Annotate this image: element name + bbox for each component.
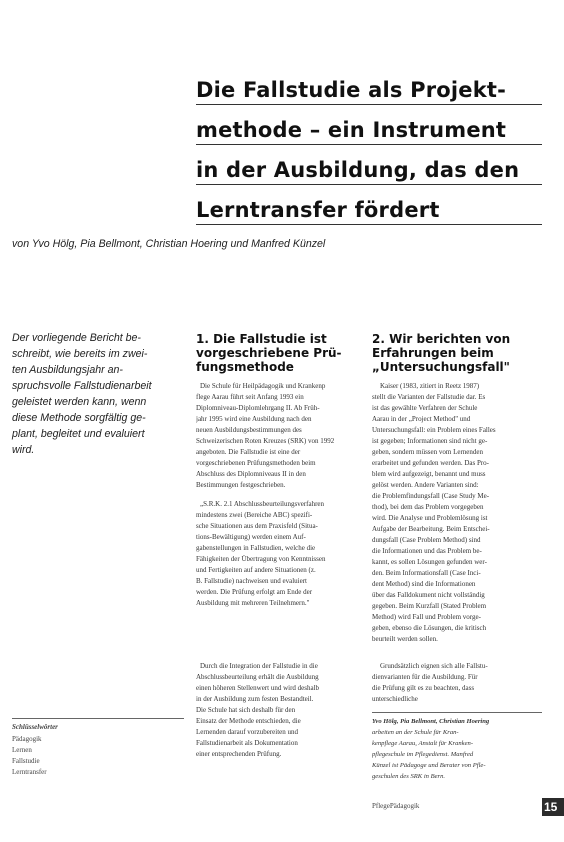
- body-line: thod), bei dem das Problem vorgegeben: [372, 503, 484, 511]
- body-line: B. Fallstudie) nachweisen und evaluiert: [196, 577, 307, 585]
- body-line: „S.R.K. 2.1 Abschlussbeurteilungsverfahren: [200, 500, 325, 508]
- keyword: Lernen: [12, 746, 32, 754]
- title-rule-4: [196, 224, 542, 225]
- body-line: blem wird aufgezeigt, benannt und muss: [372, 470, 486, 478]
- body-line: kannt, es sollen Lösungen gefunden wer-: [372, 558, 487, 566]
- heading-line: 2. Wir berichten von: [372, 332, 511, 346]
- body-line: die Informationen und das Problem be-: [372, 547, 482, 555]
- body-line: Aarau in der „Project Method" und: [372, 415, 471, 423]
- body-line: Method) wird Fall und Problem vorge-: [372, 613, 481, 621]
- body-line: Grundsätzlich eignen sich alle Fallstu-: [380, 662, 488, 670]
- body-line: den. Beim Informationsfall (Case Inci-: [372, 569, 481, 577]
- body-line: Fallstudienarbeit als Dokumentation: [196, 739, 298, 747]
- body-line: wird. Die Analyse und Problemlösung ist: [372, 514, 488, 522]
- heading-line: vorgeschriebene Prü-: [196, 346, 342, 360]
- body-line: die Prüfung gilt es zu beachten, dass: [372, 684, 475, 692]
- body-line: sche Situationen aus dem Praxisfeld (Situa-: [196, 522, 318, 530]
- body-line: geben, sondern müssen vom Lernenden: [372, 448, 483, 456]
- body-line: einer entsprechenden Prüfung.: [196, 750, 282, 758]
- body-line: über das Falldokument nicht vollständig: [372, 591, 485, 599]
- keywords-rule: [12, 718, 184, 719]
- title-rule-1: [196, 104, 542, 105]
- body-line: Aufgabe der Bearbeitung. Beim Entschei-: [372, 525, 490, 533]
- abstract-line: Der vorliegende Bericht be-: [12, 332, 141, 344]
- title-rule-2: [196, 144, 542, 145]
- heading-line: Erfahrungen beim: [372, 346, 494, 360]
- abstract-line: diese Methode sorgfältig ge-: [12, 412, 146, 424]
- title-line-4: Lerntransfer fördert: [196, 198, 440, 222]
- body-line: und Fertigkeiten auf andere Situationen (z.: [196, 566, 316, 574]
- body-line: ist gegeben; Informationen sind nicht ge-: [372, 437, 488, 445]
- body-line: Abschluss des Diplomniveaus II in den: [196, 470, 306, 478]
- body-line: jahr 1995 wird eine Ausbildung nach den: [196, 415, 312, 423]
- title-line-3: in der Ausbildung, das den: [196, 158, 520, 182]
- author-note-line: arbeiten an der Schule für Kran-: [372, 729, 459, 736]
- page-number: 15: [542, 798, 564, 816]
- journal-name: PflegePädagogik: [372, 802, 420, 810]
- body-line: Abschlussbeurteilung erhält die Ausbildung: [196, 673, 319, 681]
- abstract-line: ten Ausbildungsjahr an-: [12, 364, 123, 376]
- author-note-line: Künzel ist Pädagoge und Berater von Pfle-: [372, 762, 486, 769]
- body-line: vorgeschriebenen Prüfungsmethoden beim: [196, 459, 316, 467]
- heading-line: „Untersuchungsfall": [372, 360, 510, 374]
- body-line: gegeben. Beim Kurzfall (Stated Problem: [372, 602, 487, 610]
- author-note-line: geschulen des SRK in Bern.: [372, 773, 446, 780]
- body-line: tions-Bewältigung) werden einem Auf-: [196, 533, 306, 541]
- body-line: Ausbildung mit mehreren Teilnehmern.": [196, 599, 310, 607]
- abstract-line: wird.: [12, 444, 35, 456]
- body-line: gabenstellungen in Fallstudien, welche die: [196, 544, 316, 552]
- keywords-heading: Schlüsselwörter: [12, 723, 58, 731]
- body-line: geben, ebenso die Lösungen, die kritisch: [372, 624, 487, 632]
- body-line: einen höheren Stellenwert und wird deshalb: [196, 684, 320, 692]
- abstract-line: schreibt, wie bereits im zwei-: [12, 348, 148, 360]
- author-note-line: Yvo Hölg, Pia Bellmont, Christian Hoering: [372, 718, 490, 725]
- body-line: dungsfall (Case Problem Method) sind: [372, 536, 481, 544]
- body-line: werden. Die Prüfung erfolgt am Ende der: [196, 588, 313, 596]
- body-line: Lernenden darauf vorzubereiten und: [196, 728, 299, 736]
- body-line: erarbeitet und gefunden werden. Das Pro-: [372, 459, 490, 467]
- title-rule-3: [196, 184, 542, 185]
- body-line: Einsatz der Methode entschieden, die: [196, 717, 301, 725]
- keyword: Lerntransfer: [12, 768, 47, 776]
- title-line-1: Die Fallstudie als Projekt-: [196, 78, 507, 102]
- body-line: flege Aarau führt seit Anfang 1993 ein: [196, 393, 304, 401]
- body-line: Untersuchungsfall: ein Problem eines Falles: [372, 426, 496, 434]
- body-line: neuen Ausbildungsbestimmungen des: [196, 426, 302, 434]
- body-line: Durch die Integration der Fallstudie in die: [200, 662, 318, 670]
- body-line: angeboten. Die Fallstudie ist eine der: [196, 448, 301, 456]
- keyword: Fallstudie: [12, 757, 40, 765]
- body-line: unterschiedliche: [372, 695, 418, 703]
- body-line: Schweizerischen Roten Kreuzes (SRK) von 1992: [196, 437, 335, 445]
- abstract-line: spruchsvolle Fallstudienarbeit: [12, 380, 152, 392]
- body-line: in der Ausbildung zum festen Bestandteil.: [196, 695, 314, 703]
- body-line: Diplomniveau-Diplomlehrgang II. Ab Früh-: [196, 404, 320, 412]
- body-line: Fähigkeiten der Übertragung von Kenntnissen: [196, 555, 326, 563]
- body-line: Bestimmungen festgeschrieben.: [196, 481, 286, 489]
- body-line: ist das gewählte Verfahren der Schule: [372, 404, 478, 412]
- abstract-line: geleistet werden kann, wenn: [12, 396, 147, 408]
- body-line: Kaiser (1983, zitiert in Reetz 1987): [380, 382, 480, 390]
- body-line: beurteilt werden sollen.: [372, 635, 438, 643]
- body-line: mindestens zwei (Bereiche ABC) spezifi-: [196, 511, 313, 519]
- author-note-line: kenpflege Aarau, Anstalt für Kranken-: [372, 740, 474, 747]
- author-note-rule: [372, 712, 542, 713]
- body-line: die Problemfindungsfall (Case Study Me-: [372, 492, 490, 500]
- title-line-2: methode – ein Instrument: [196, 118, 507, 142]
- heading-line: 1. Die Fallstudie ist: [196, 332, 327, 346]
- heading-line: fungsmethode: [196, 360, 294, 374]
- body-line: Die Schule hat sich deshalb für den: [196, 706, 296, 714]
- body-line: dent Method) sind die Informationen: [372, 580, 476, 588]
- author-line: von Yvo Hölg, Pia Bellmont, Christian Hoering und Manfred Künzel: [12, 238, 326, 250]
- body-line: dienvarianten für die Ausbildung. Für: [372, 673, 478, 681]
- body-line: stellt die Varianten der Fallstudie dar. Es: [372, 393, 486, 401]
- abstract-line: plant, begleitet und evaluiert: [12, 428, 145, 440]
- body-line: Die Schule für Heilpädagogik und Krankenp: [200, 382, 326, 390]
- keyword: Pädagogik: [12, 735, 42, 743]
- body-line: gelöst werden. Andere Varianten sind:: [372, 481, 479, 489]
- author-note-line: pflegeschule im Pflegedienst. Manfred: [372, 751, 474, 758]
